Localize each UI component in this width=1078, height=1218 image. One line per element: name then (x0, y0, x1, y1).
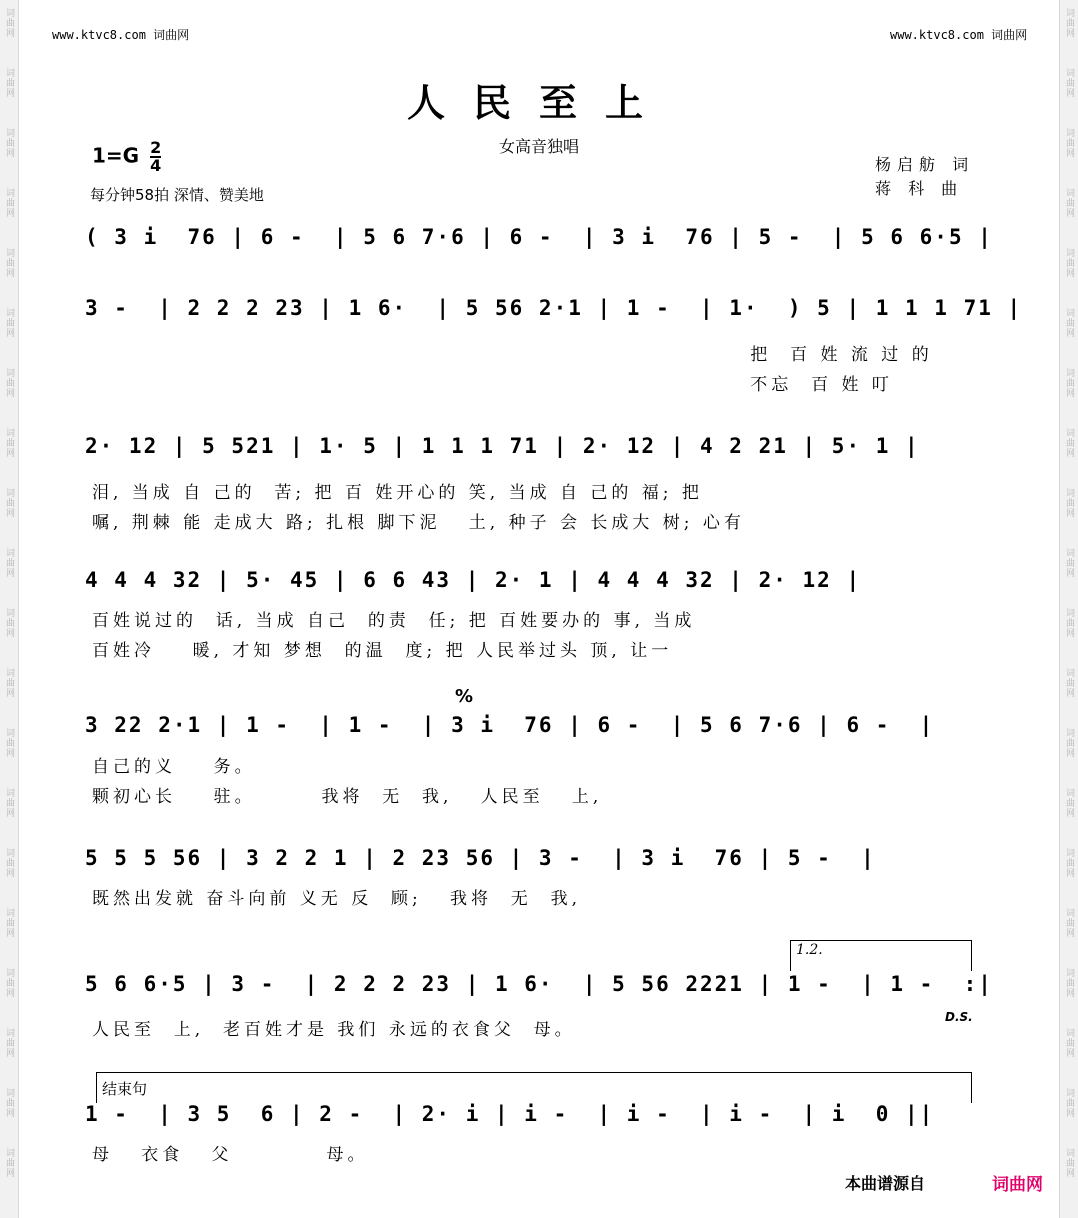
score-line-7-lyrics-verse1: 人民至 上, 老百姓才是 我们 永远的衣食父 母。 (92, 1020, 576, 1040)
key-label: 1=G (92, 143, 140, 168)
watermark-text: 词曲网 (1064, 1148, 1074, 1178)
score-line-6-lyrics-verse1: 既然出发就 奋斗向前 义无 反 顾; 我将 无 我, (92, 889, 581, 909)
watermark-text: 词曲网 (1064, 1028, 1074, 1058)
composer-credit: 蒋 科 曲 (875, 179, 964, 198)
score-line-5-lyrics-verse1: 自己的义 务。 (92, 757, 256, 777)
watermark-text: 词曲网 (4, 1088, 14, 1118)
lyricist-credit: 杨启舫 词 (875, 155, 975, 174)
watermark-text: 词曲网 (4, 248, 14, 278)
watermark-text: 词曲网 (4, 368, 14, 398)
score-line-1-notes: ( 3 i 76 | 6 - | 5 6 7·6 | 6 - | 3 i 76 | 5 - | 5 6 6·5 | (85, 225, 993, 249)
score-line-2-lyrics-verse2: 不忘 百 姓 叮 (92, 375, 893, 395)
watermark-text: 词曲网 (1064, 368, 1074, 398)
watermark-text: 词曲网 (4, 848, 14, 878)
tempo-marking: 每分钟58拍 深情、赞美地 (90, 186, 264, 204)
score-line-4-lyrics-verse1: 百姓说过的 话, 当成 自己 的责 任; 把 百姓要办的 事, 当成 (92, 611, 696, 631)
watermark-text: 词曲网 (1064, 8, 1074, 38)
coda-label: 结束句 (102, 1080, 148, 1098)
score-line-4-lyrics-verse2: 百姓冷 暖, 才知 梦想 的温 度; 把 人民举过头 顶, 让一 (92, 641, 673, 661)
score-line-2-notes: 3 - | 2 2 2 23 | 1 6· | 5 56 2·1 | 1 - | 1· ) 5 | 1 1 1 71 | (85, 296, 1023, 320)
score-line-7-notes: 5 6 6·5 | 3 - | 2 2 2 23 | 1 6· | 5 56 2221 | 1 - | 1 - :| (85, 972, 993, 996)
segno-sign: % (455, 686, 474, 707)
volta-label: 1.2. (796, 942, 823, 958)
score-line-4-notes: 4 4 4 32 | 5· 45 | 6 6 43 | 2· 1 | 4 4 4 32 | 2· 12 | (85, 568, 862, 592)
watermark-text: 词曲网 (4, 308, 14, 338)
watermark-text: 词曲网 (4, 908, 14, 938)
watermark-text: 词曲网 (4, 548, 14, 578)
meter-top: 2 (150, 138, 162, 157)
score-line-3-lyrics-verse2: 嘱, 荆棘 能 走成大 路; 扎根 脚下泥 土, 种子 会 长成大 树; 心有 (92, 513, 745, 533)
song-title: 人民至上 (406, 80, 671, 125)
watermark-text: 词曲网 (4, 68, 14, 98)
watermark-text: 词曲网 (1064, 488, 1074, 518)
footer-source: 本曲谱源自 (845, 1174, 926, 1193)
watermark-text: 词曲网 (4, 428, 14, 458)
watermark-text: 词曲网 (4, 728, 14, 758)
footer-brand[interactable]: 词曲网 (992, 1175, 1043, 1195)
watermark-text: 词曲网 (1064, 128, 1074, 158)
watermark-text: 词曲网 (1064, 968, 1074, 998)
watermark-text: 词曲网 (1064, 68, 1074, 98)
watermark-text: 词曲网 (4, 8, 14, 38)
watermark-text: 词曲网 (1064, 908, 1074, 938)
watermark-text: 词曲网 (1064, 548, 1074, 578)
watermark-text: 词曲网 (4, 1028, 14, 1058)
watermark-text: 词曲网 (1064, 248, 1074, 278)
watermark-text: 词曲网 (1064, 788, 1074, 818)
time-signature (150, 140, 161, 174)
watermark-text: 词曲网 (1064, 848, 1074, 878)
watermark-text: 词曲网 (1064, 1088, 1074, 1118)
watermark-text: 词曲网 (1064, 668, 1074, 698)
score-line-8-lyrics-verse1: 母 衣食 父 母。 (92, 1145, 369, 1165)
score-line-5-notes: 3 22 2·1 | 1 - | 1 - | 3 i 76 | 6 - | 5 6 7·6 | 6 - | (85, 713, 935, 737)
watermark-text: 词曲网 (4, 1148, 14, 1178)
watermark-text: 词曲网 (1064, 188, 1074, 218)
watermark-text: 词曲网 (1064, 728, 1074, 758)
watermark-text: 词曲网 (4, 488, 14, 518)
meter-bottom: 4 (150, 156, 162, 175)
watermark-text: 词曲网 (4, 608, 14, 638)
score-line-3-lyrics-verse1: 泪, 当成 自 己的 苦; 把 百 姓开心的 笑, 当成 自 己的 福; 把 (92, 483, 703, 503)
site-link-left[interactable]: www.ktvc8.com 词曲网 (52, 28, 190, 42)
watermark-text: 词曲网 (4, 668, 14, 698)
score-line-3-notes: 2· 12 | 5 521 | 1· 5 | 1 1 1 71 | 2· 12 | 4 2 21 | 5· 1 | (85, 434, 920, 458)
watermark-text: 词曲网 (4, 188, 14, 218)
key-signature (92, 140, 161, 174)
watermark-text: 词曲网 (4, 968, 14, 998)
site-link-right[interactable]: www.ktvc8.com 词曲网 (890, 28, 1028, 42)
watermark-text: 词曲网 (1064, 428, 1074, 458)
score-line-2-lyrics-verse1: 把 百 姓 流 过 的 (92, 345, 933, 365)
watermark-text: 词曲网 (4, 788, 14, 818)
coda-bracket (96, 1072, 972, 1103)
watermark-text: 词曲网 (4, 128, 14, 158)
score-line-5-lyrics-verse2: 颗初心长 驻。 我将 无 我, 人民至 上, (92, 787, 603, 807)
watermark-text: 词曲网 (1064, 308, 1074, 338)
score-line-6-notes: 5 5 5 56 | 3 2 2 1 | 2 23 56 | 3 - | 3 i 76 | 5 - | (85, 846, 876, 870)
ds-marking: D.S. (945, 1010, 973, 1024)
score-line-8-notes: 1 - | 3 5 6 | 2 - | 2· i | i - | i - | i - | i 0 || (85, 1102, 935, 1126)
song-subtitle: 女高音独唱 (498, 137, 579, 156)
watermark-text: 词曲网 (1064, 608, 1074, 638)
